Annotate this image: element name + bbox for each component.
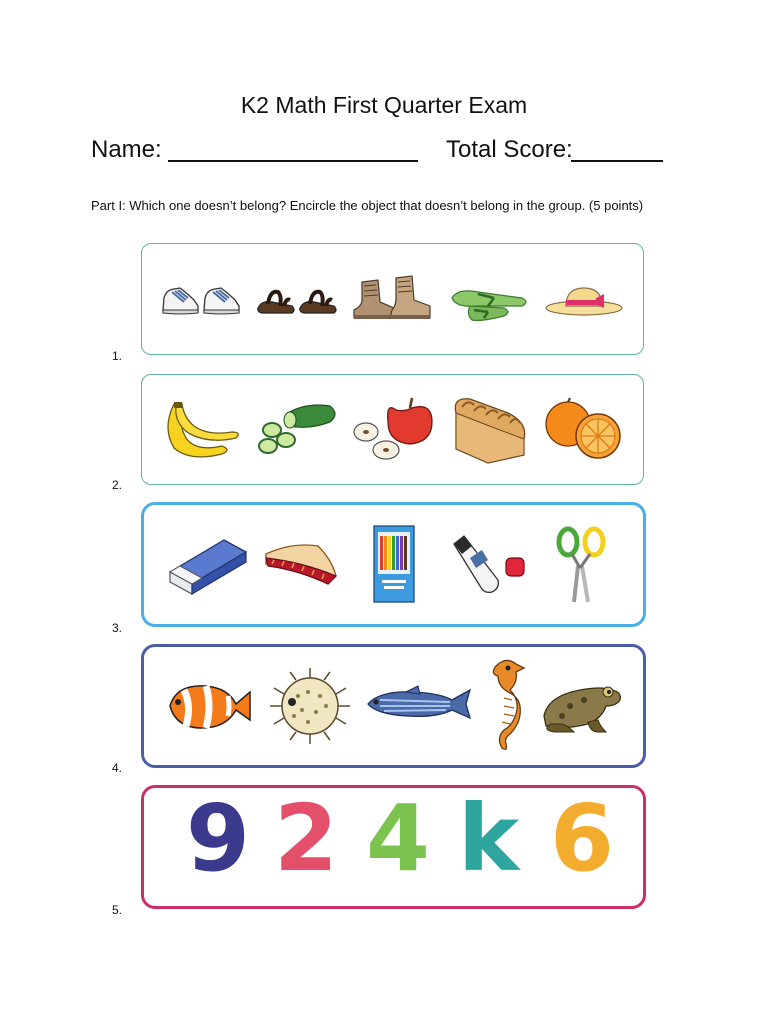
question-4-number: 4. [112,761,123,775]
eraser-icon[interactable] [168,532,248,596]
character-6[interactable]: 6 [550,785,615,892]
bananas-icon[interactable] [160,398,242,462]
sandals-icon[interactable] [256,282,338,318]
bread-icon[interactable] [448,393,530,465]
zebrafish-icon[interactable] [366,684,472,724]
part1-instructions: Part I: Which one doesn’t belong? Encircle the object that doesn’t belong in the group. (5 points) [91,198,644,213]
character-k[interactable]: k [458,785,520,892]
question-3-number: 3. [112,621,123,635]
sneakers-icon[interactable] [160,280,242,318]
frog-icon[interactable] [540,678,624,734]
character-2[interactable]: 2 [274,785,339,892]
colored-pencils-icon[interactable] [372,524,416,604]
glue-stick-icon[interactable] [448,534,530,596]
total-score-answer-line[interactable] [571,160,663,162]
boots-icon[interactable] [352,272,434,324]
orange-icon[interactable] [544,398,626,462]
scissors-icon[interactable] [556,526,606,604]
question-1-number: 1. [112,349,123,363]
name-label: Name: [91,136,162,163]
sun-hat-icon[interactable] [544,282,624,318]
pie-icon[interactable] [262,540,340,588]
seahorse-icon[interactable] [486,656,526,756]
character-9[interactable]: 9 [186,785,251,892]
cucumber-icon[interactable] [256,400,338,458]
apple-icon[interactable] [352,396,434,462]
character-4[interactable]: 4 [366,785,431,892]
question-2-number: 2. [112,478,123,492]
page-title: K2 Math First Quarter Exam [240,92,528,118]
total-score-label: Total Score: [446,136,573,163]
name-answer-line[interactable] [168,160,418,162]
pufferfish-icon[interactable] [268,666,352,746]
flip-flops-icon[interactable] [448,276,530,324]
clownfish-icon[interactable] [166,676,252,734]
question-5-number: 5. [112,903,123,917]
